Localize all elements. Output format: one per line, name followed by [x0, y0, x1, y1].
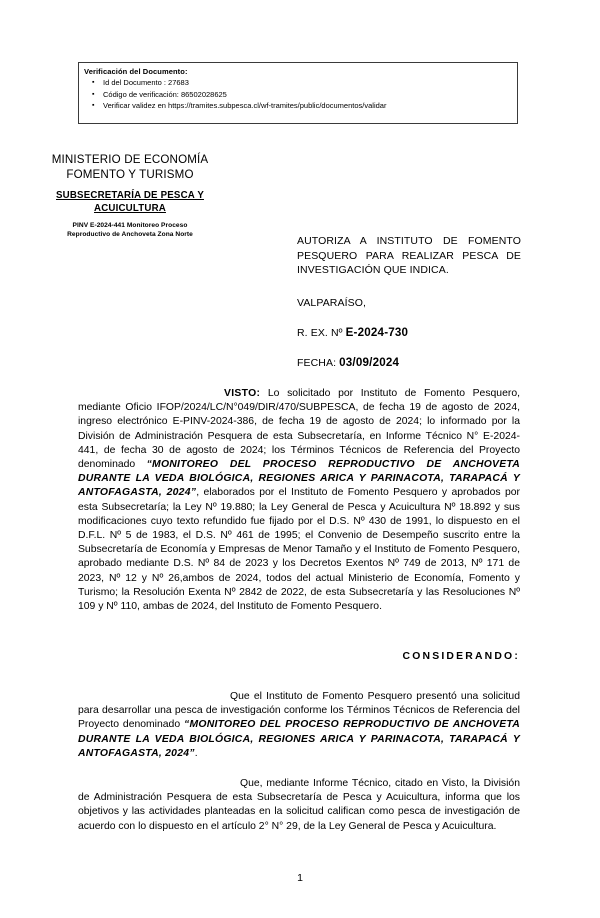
- resolution-number-line: [297, 326, 521, 339]
- verification-item-text: Verificar validez en https://tramites.subpesca.cl/wf-tramites/public/documentos/validar: [103, 101, 387, 110]
- visto-project-title: “MONITOREO DEL PROCESO REPRODUCTIVO DE ANCHOVETA DURANTE LA VEDA BIOLÓGICA, REGIONES ARICA Y PARINACOTA, TARAPACÁ Y ANTOFAGASTA, 2024”: [78, 459, 520, 499]
- ministry-line-2: FOMENTO Y TURISMO: [66, 168, 194, 181]
- bullet-icon: ▪: [92, 102, 95, 109]
- letterhead: [34, 152, 226, 239]
- ministry-name: [34, 152, 226, 182]
- verification-list: [79, 77, 517, 112]
- ministry-line-1: MINISTERIO DE ECONOMÍA: [51, 153, 209, 166]
- project-reference-line-2: Reproductivo de Anchoveta Zona Norte: [67, 231, 193, 238]
- verification-item-text: Código de verificación: 86502028625: [103, 89, 227, 99]
- resolution-subject: AUTORIZA A INSTITUTO DE FOMENTO PESQUERO PARA REALIZAR PESCA DE INVESTIGACIÓN QUE INDICA.: [297, 235, 521, 277]
- verification-item-document-id: [92, 77, 517, 89]
- visto-label: VISTO:: [224, 388, 261, 399]
- considerando-1-project-title: “MONITOREO DEL PROCESO REPRODUCTIVO DE ANCHOVETA DURANTE LA VEDA BIOLÓGICA, REGIONES ARICA Y PARINACOTA, TARAPACÁ Y ANTOFAGASTA, 2024”: [78, 719, 520, 759]
- verification-title: Verificación del Documento:: [84, 67, 188, 76]
- resolution-place: VALPARAÍSO,: [297, 296, 366, 309]
- resolution-heading-block: [297, 234, 521, 369]
- considerando-heading: CONSIDERANDO:: [402, 651, 520, 662]
- project-reference: [34, 221, 226, 239]
- subsecretariat-name: [34, 189, 226, 215]
- resolution-date-value: 03/09/2024: [339, 355, 400, 369]
- visto-text-part-2: , elaborados por el Instituto de Fomento Pesquero y aprobados por esta Subsecretaría; la Ley Nº 19.880; la Ley General de Pesca y Acuicultura Nº 18.892 y sus modificaciones cuyo texto refundido fue fijado por el D.S. Nº 430 de 1991, lo dispuesto en el D.F.L. Nº 5 de 1983, el D.S. Nº 461 de 1995; el Convenio de Desempeño suscrito entre la Subsecretaría de Economía y Empresas de Menor Tamaño y el Instituto de Fomento Pesquero, aprobado mediante D.S. Nº 84 de 2023 y los Decretos Exentos Nº 749 de 2013, Nº 171 de 2023, Nº 12 y Nº 26,ambos de 2024, todos del actual Ministerio de Economía, Fomento y Turismo; la Resolución Exenta Nº 2842 de 2022, de esta Subsecretaría y las Resoluciones Nº 109 y Nº 110, ambas de 2024, del Instituto de Fomento Pesquero.: [78, 487, 520, 613]
- considerando-1-text-post: .: [194, 747, 198, 759]
- visto-paragraph: [78, 387, 520, 614]
- bullet-icon: ▪: [92, 90, 95, 98]
- resolution-date-label: FECHA:: [297, 356, 337, 369]
- verification-item-url: [92, 100, 517, 112]
- verification-item-text: Id del Documento : 27683: [103, 78, 189, 87]
- resolution-number-label: R. EX. Nº: [297, 326, 343, 339]
- bullet-icon: ▪: [92, 79, 95, 86]
- considerando-1-text-pre: Que el Instituto de Fomento Pesquero presentó una solicitud para desarrollar una pesca de investigación conforme los Términos Técnicos de Referencia del Proyecto denominado: [78, 691, 520, 731]
- resolution-date-line: [297, 356, 521, 369]
- verification-box: [78, 62, 518, 124]
- considerando-paragraph-1: [78, 690, 520, 761]
- page-number: 1: [297, 872, 303, 884]
- considerando-2-text: Que, mediante Informe Técnico, citado en Visto, la División de Administración Pesquera de esta Subsecretaría de Pesca y Acuicultura, informa que los objetivos y las actividades planteadas en la solicitud califican como pesca de investigación de acuerdo con lo dispuesto en el artículo 2° N° 29, de la Ley General de Pesca y Acuicultura.: [78, 778, 520, 832]
- considerando-paragraph-2: [78, 777, 520, 834]
- visto-text-part-1: Lo solicitado por Instituto de Fomento Pesquero, mediante Oficio IFOP/2024/LC/N°049/DIR/470/SUBPESCA, de fecha 19 de agosto de 2024, ingreso electrónico E-PINV-2024-386, de fecha 19 de agosto de 2024; lo informado por la División de Administración Pesquera de esta Subsecretaría, en Informe Técnico N° E-2024-441, de fecha 30 de agosto de 2024; los Términos Técnicos de Referencia del Proyecto denominado: [78, 388, 520, 471]
- resolution-number-value: E-2024-730: [345, 325, 409, 339]
- subsecretariat-line-2: ACUICULTURA: [94, 203, 166, 214]
- project-reference-line-1: PINV E-2024-441 Monitoreo Proceso: [72, 222, 188, 229]
- verification-item-code: [92, 89, 517, 101]
- subsecretariat-line-1: SUBSECRETARÍA DE PESCA Y: [56, 190, 204, 201]
